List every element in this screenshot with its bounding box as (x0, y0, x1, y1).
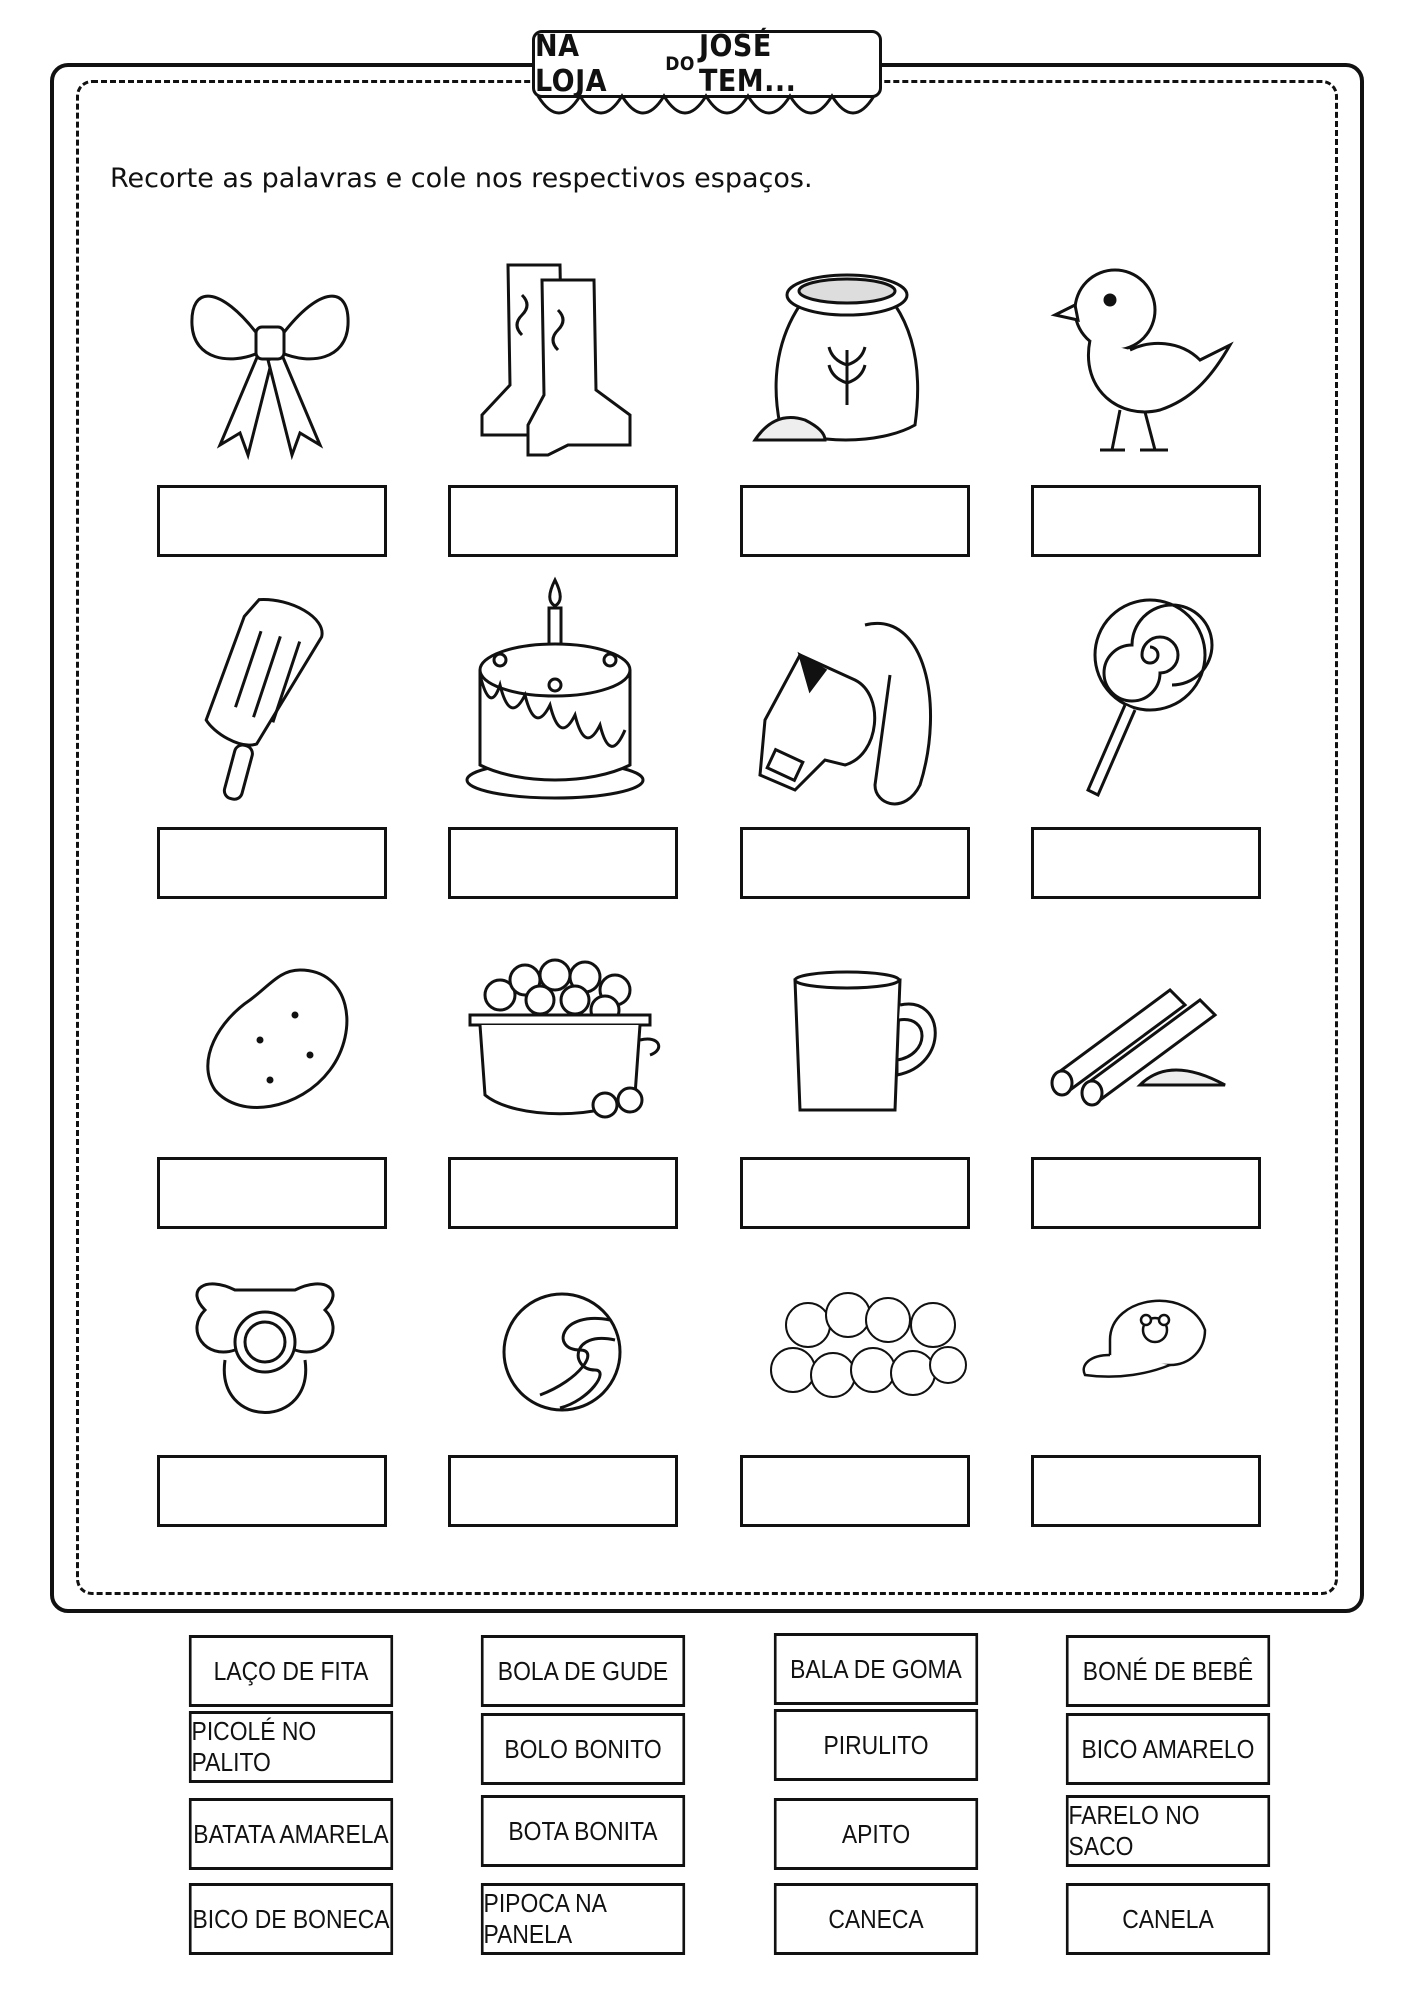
word-card[interactable]: FARELO NO SACO (1066, 1795, 1270, 1867)
popsicle-icon (200, 595, 380, 795)
banner-scallop-decoration (538, 96, 878, 126)
word-card[interactable]: BICO AMARELO (1066, 1713, 1270, 1785)
title-part-1: NA LOJA (535, 29, 607, 99)
word-card[interactable]: PIPOCA NA PANELA (481, 1883, 685, 1955)
word-card[interactable]: PIRULITO (774, 1709, 978, 1781)
word-card[interactable]: BATATA AMARELA (189, 1798, 393, 1870)
pacifier-icon (185, 1280, 365, 1480)
answer-slot[interactable] (740, 827, 970, 899)
ribbon-bow-icon (180, 265, 360, 465)
word-card[interactable]: BOLA DE GUDE (481, 1635, 685, 1707)
word-card[interactable]: CANECA (774, 1883, 978, 1955)
lollipop-icon (1070, 595, 1250, 795)
answer-slot[interactable] (740, 1157, 970, 1229)
potato-icon (200, 960, 380, 1160)
cinnamon-sticks-icon (1040, 975, 1220, 1175)
answer-slot[interactable] (740, 1455, 970, 1527)
word-card[interactable]: BONÉ DE BEBÊ (1066, 1635, 1270, 1707)
answer-slot[interactable] (448, 827, 678, 899)
bird-icon (1050, 250, 1230, 450)
answer-slot[interactable] (157, 1455, 387, 1527)
answer-slot[interactable] (448, 1157, 678, 1229)
answer-slot[interactable] (448, 1455, 678, 1527)
word-card[interactable]: BICO DE BONECA (189, 1883, 393, 1955)
title-part-3: JOSÉ TEM... (698, 29, 797, 99)
word-card[interactable]: CANELA (1066, 1883, 1270, 1955)
popcorn-pot-icon (455, 955, 635, 1155)
word-card[interactable]: BOTA BONITA (481, 1795, 685, 1867)
word-card[interactable]: APITO (774, 1798, 978, 1870)
answer-slot[interactable] (157, 1157, 387, 1229)
word-card[interactable]: BOLO BONITO (481, 1713, 685, 1785)
title-banner (532, 30, 882, 124)
birthday-cake-icon (460, 580, 640, 780)
answer-slot[interactable] (1031, 1455, 1261, 1527)
whistle-icon (755, 615, 935, 815)
instruction-text: Recorte as palavras e cole nos respectivos espaços. (110, 163, 813, 194)
answer-slot[interactable] (157, 827, 387, 899)
answer-slot[interactable] (1031, 827, 1261, 899)
boots-icon (470, 255, 650, 455)
answer-slot[interactable] (740, 485, 970, 557)
mug-icon (785, 965, 965, 1165)
word-card[interactable]: BALA DE GOMA (774, 1633, 978, 1705)
answer-slot[interactable] (1031, 1157, 1261, 1229)
title-part-2: DO (665, 53, 695, 75)
answer-slot[interactable] (157, 485, 387, 557)
word-card[interactable]: LAÇO DE FITA (189, 1635, 393, 1707)
answer-slot[interactable] (448, 485, 678, 557)
answer-slot[interactable] (1031, 485, 1261, 557)
sack-of-bran-icon (750, 255, 930, 455)
page-title (532, 30, 882, 98)
word-card[interactable]: PICOLÉ NO PALITO (189, 1711, 393, 1783)
